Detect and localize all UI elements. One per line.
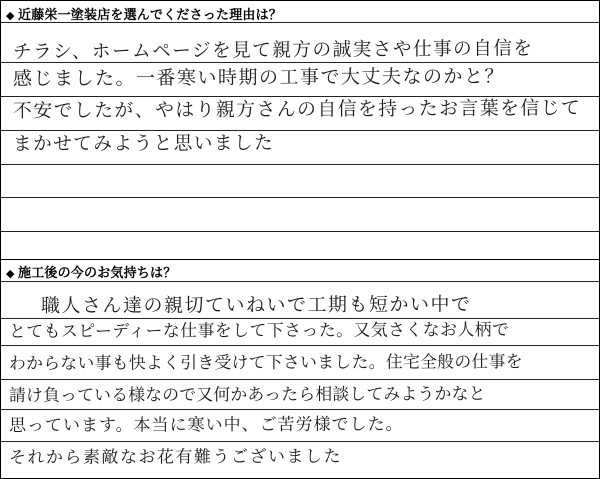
- handwritten-line: それから素敵なお花有難うございました: [8, 446, 343, 468]
- diamond-bullet-icon: ◆: [6, 9, 15, 22]
- ruled-line: [1, 197, 599, 198]
- ruled-line: [1, 345, 599, 346]
- handwritten-line: 思っています。本当に寒い中、ご苦労様でした。: [8, 414, 404, 436]
- handwritten-line: 感じました。一番寒い時期の工事で大丈夫なのかと？: [12, 65, 506, 90]
- heading-text: 近藤栄一塗装店を選んでくださった理由は？: [18, 8, 283, 23]
- section-reason: [1, 1, 599, 259]
- ruled-line: [1, 281, 599, 282]
- handwritten-line: とてもスピーディーな仕事をして下さった。又気さくなお人柄で: [8, 320, 510, 342]
- ruled-line: [1, 231, 599, 232]
- handwritten-line: チラシ、ホームページを見て親方の誠実さや仕事の自信を: [12, 37, 534, 63]
- ruled-line: [1, 22, 599, 23]
- handwritten-line: わからない事も快よく引き受けて下さいました。住宅全般の仕事を: [8, 352, 523, 374]
- diamond-bullet-icon: ◆: [6, 267, 15, 280]
- heading-text: 施工後の今のお気持ちは？: [18, 266, 177, 281]
- ruled-line: [1, 164, 599, 165]
- section-feelings: [1, 259, 599, 478]
- section-heading: [6, 4, 282, 23]
- section-heading: [6, 262, 176, 281]
- handwritten-line: まかせてみようと思いました: [12, 132, 275, 155]
- handwritten-line: 不安でしたが、やはり親方さんの自信を持ったお言葉を信じて: [12, 97, 582, 122]
- handwritten-line: 請け負っている様なので又何かあったら相談してみようかなと: [8, 384, 486, 406]
- handwritten-line: 職人さん達の親切ていねいで工期も短かい中で: [40, 293, 472, 317]
